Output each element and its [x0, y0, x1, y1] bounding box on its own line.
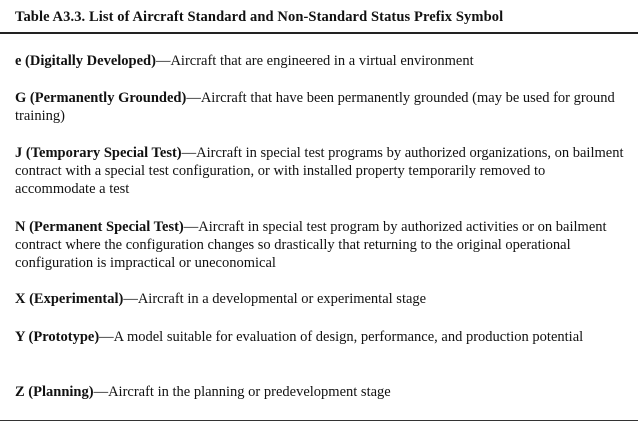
- table-bottom-rule: [0, 420, 638, 421]
- entry-j-temporary-special-test: [15, 144, 627, 198]
- status-description: —Aircraft that have been permanently grounded (may be used for ground training): [15, 90, 615, 124]
- status-code: X (Experimental): [15, 291, 124, 307]
- status-description: —Aircraft in special test program by authorized activities or on bailment contract where the configuration changes so drastically that returning to the original operational configuration is impractical or uneconomical: [15, 219, 607, 271]
- status-code: Z (Planning): [15, 384, 94, 400]
- status-description: —Aircraft in the planning or predevelopment stage: [93, 384, 391, 400]
- entry-y-prototype: [15, 328, 627, 346]
- status-code: J (Temporary Special Test): [15, 145, 182, 161]
- entry-g-permanently-grounded: [15, 89, 627, 125]
- status-description: —Aircraft that are engineered in a virtual environment: [155, 53, 474, 69]
- status-description: —Aircraft in special test programs by authorized organizations, on bailment contract with a special test configuration, or with installed property temporarily removed to accommodate a test: [15, 145, 624, 197]
- entry-e-digitally-developed: [15, 52, 627, 70]
- status-description: —A model suitable for evaluation of design, performance, and production potential: [99, 329, 584, 345]
- entry-x-experimental: [15, 290, 627, 308]
- status-code: G (Permanently Grounded): [15, 90, 187, 106]
- status-code: Y (Prototype): [15, 329, 100, 345]
- status-description: —Aircraft in a developmental or experimental stage: [123, 291, 427, 307]
- entry-z-planning: [15, 383, 627, 401]
- status-code: N (Permanent Special Test): [15, 219, 184, 235]
- status-code: e (Digitally Developed): [15, 53, 156, 69]
- entry-n-permanent-special-test: [15, 218, 627, 272]
- table-title: Table A3.3. List of Aircraft Standard and Non-Standard Status Prefix Symbol: [0, 0, 638, 34]
